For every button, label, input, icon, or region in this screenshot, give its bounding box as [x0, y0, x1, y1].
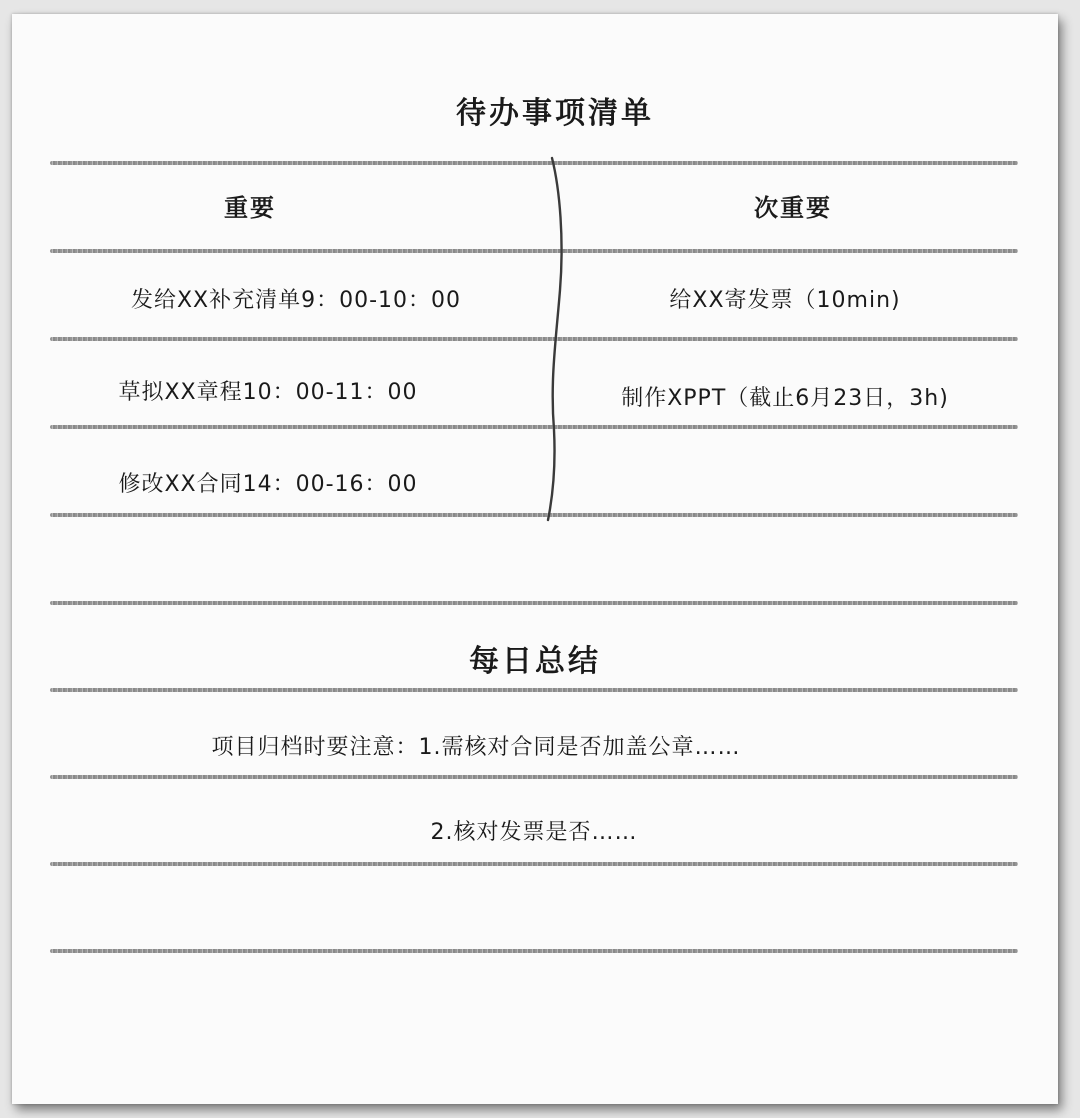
- summary-line: 项目归档时要注意：1.需核对合同是否加盖公章……: [211, 735, 741, 760]
- column-header-less-important: 次重要: [754, 194, 832, 222]
- rule-line: [50, 775, 1018, 779]
- important-item: 修改XX合同14：00-16：00: [118, 472, 418, 497]
- rule-line: [50, 862, 1018, 866]
- important-item: 草拟XX章程10：00-11：00: [118, 380, 418, 405]
- todo-title: 待办事项清单: [456, 96, 654, 131]
- less-important-item: 制作XPPT（截止6月23日，3h): [621, 386, 949, 411]
- rule-line: [50, 688, 1018, 692]
- column-header-important: 重要: [224, 194, 276, 222]
- rule-line: [50, 949, 1018, 953]
- column-divider: [530, 150, 580, 530]
- summary-line: 2.核对发票是否……: [430, 820, 638, 845]
- less-important-item: 给XX寄发票（10min): [669, 288, 901, 313]
- summary-title: 每日总结: [469, 644, 601, 679]
- rule-line: [50, 601, 1018, 605]
- important-item: 发给XX补充清单9：00-10：00: [130, 288, 462, 313]
